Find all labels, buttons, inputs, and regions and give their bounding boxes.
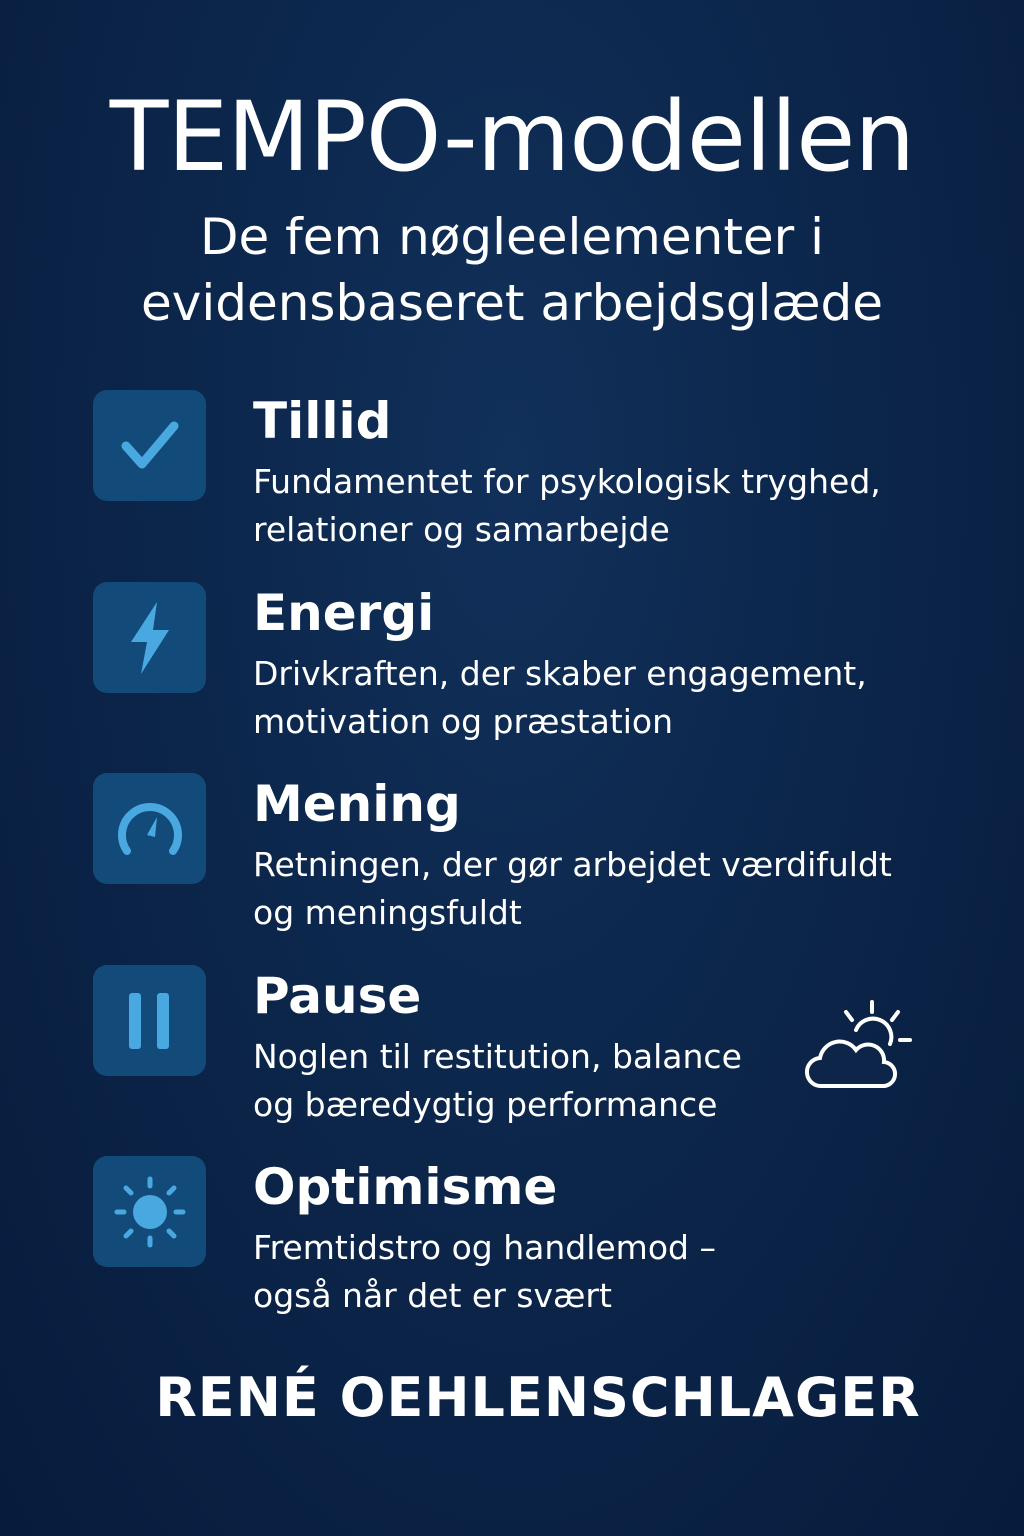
item-description (253, 458, 953, 554)
item-description-line-2: og meningsfuldt (253, 893, 522, 932)
page-subtitle (0, 204, 1024, 336)
icon-tile (93, 390, 206, 501)
item-description-line-2: relationer og samarbejde (253, 510, 670, 549)
sun-icon (113, 1175, 187, 1249)
item-description (253, 841, 953, 937)
gauge-icon (115, 799, 185, 859)
item-description (253, 650, 953, 746)
item-description-line-1: Drivkraften, der skaber engagement, (253, 654, 867, 693)
subtitle-line-2: evidensbaseret arbejdsglæde (141, 274, 883, 332)
item-description-line-1: Fremtidstro og handlemod – (253, 1228, 716, 1267)
item-description-line-2: og bæredygtig performance (253, 1085, 718, 1124)
icon-tile (93, 773, 206, 884)
item-title: Mening (253, 775, 461, 833)
check-icon (118, 414, 182, 478)
subtitle-line-1: De fem nøgleelementer i (199, 208, 825, 266)
pause-icon (125, 991, 175, 1051)
item-description-line-1: Retningen, der gør arbejdet værdifuldt (253, 845, 892, 884)
icon-tile (93, 582, 206, 693)
item-description-line-2: motivation og præstation (253, 702, 674, 741)
item-description (253, 1224, 953, 1320)
list-item-mening (93, 773, 953, 943)
list-item-optimisme (93, 1156, 953, 1326)
item-title: Tillid (253, 392, 392, 450)
item-title: Energi (253, 584, 435, 642)
list-item-tillid (93, 390, 953, 560)
icon-tile (93, 965, 206, 1076)
lightning-bolt-icon (125, 600, 175, 676)
partly-cloudy-icon (800, 1000, 912, 1090)
item-description-line-2: også når det er svært (253, 1276, 612, 1315)
item-description-line-1: Fundamentet for psykologisk tryghed, (253, 462, 881, 501)
item-title: Pause (253, 967, 422, 1025)
icon-tile (93, 1156, 206, 1267)
list-item-energi (93, 582, 953, 752)
page-title: TEMPO-modellen (109, 81, 915, 193)
item-description-line-1: Noglen til restitution, balance (253, 1037, 742, 1076)
author-name: RENÉ OEHLENSCHLAGER (155, 1366, 921, 1429)
item-title: Optimisme (253, 1158, 558, 1216)
